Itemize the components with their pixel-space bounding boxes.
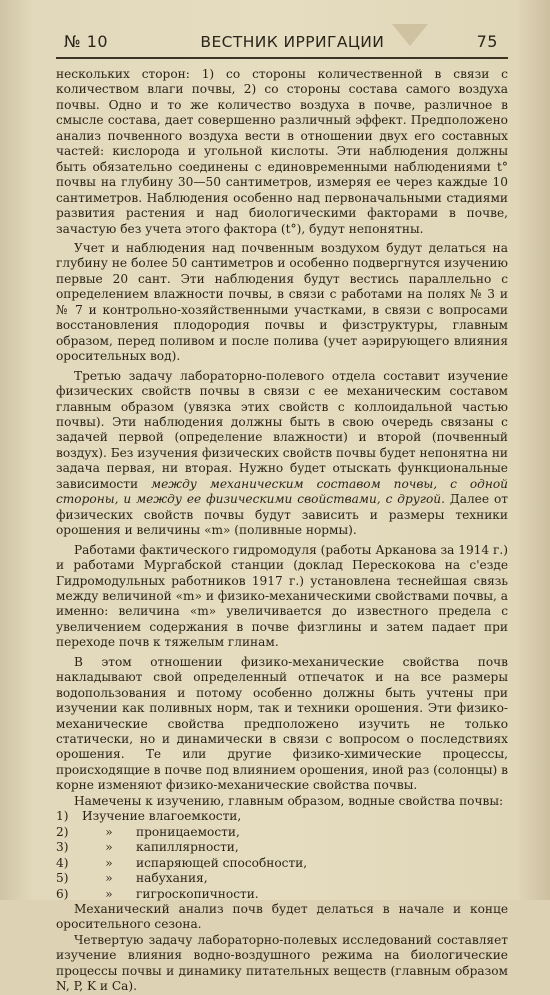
list-item: 1) Изучение влагоемкости, [56,809,242,824]
paragraph-2: Учет и наблюдения над почвенным воздухом будут делаться на глубину не более 50 сантиметров и особенно подвергнутся изучению первые 20 сант. Эти наблюдения будут вестись параллельно с определением влажности почвы, в связи с работами на полях № 3 и № 7 и контрольно-хозяйственными участками, в связи с вопросами восстановления плодородия почвы и физструктуры, главным образом, перед поливом и после полива (учет аэрирующего влияния оросительных вод). [56,240,508,364]
header-rule [56,57,508,59]
paragraph-4: Работами фактического гидромодуля (работы Арканова за 1914 г.) и работами Мургабской станции (доклад Перескокова на с'езде Гидромодульных работников 1917 г.) установлена теснейшая связь между величиной «m» и физико-механическими свойствами почвы, а именно: величина «m» увеличивается до известного предела с увеличением содержания в почве физглины и затем падает при переходе почв к тяжелым глинам. [56,542,508,650]
paragraph-5: В этом отношении физико-механические свойства почв накладывают свой определенный отпечаток и на все размеры водопользования и потому особенно должны быть учтены при изучении как поливных норм, так и техники орошения. Эти физико-механические свойства предположено изучить не только статически, но и динамически в связи с вопросом о последствиях орошения. Те или другие физико-химические процессы, происходящие в почве под влиянием орошения, иной раз (солонцы) в корне изменяют физико-механические свойства почвы. [56,654,508,793]
properties-list [56,809,508,902]
list-item: 5) » набухания, [56,871,208,886]
emphasized-phrase: между механическим составом почвы, с одной стороны, и между ее физическими свойствами, с другой. [56,476,508,507]
list-item: 2) » проницаемости, [56,824,240,839]
paragraph-8: Четвертую задачу лабораторно-полевых исследований составляет изучение влияния водно-воздушного режима на биологические процессы почвы и динамику питательных веществ (главным образом N, P, K и Ca). [56,932,508,994]
paragraph-3: Третью задачу лабораторно-полевого отдела составит изучение физических свойств почвы в связи с ее механическим составом главным образом (увязка этих свойств с коллоидальной частью почвы). Эти наблюдения должны быть в свою очередь связаны с задачей первой (определение влажности) и второй (почвенный воздух). Без изучения физических свойств почвы будет непонятна ни задача первая, ни вторая. Нужно будет отыскать функциональные зависимости между механическим составом почвы, с одной стороны, и между ее физическими свойствами, с другой. Далее от физических свойств почвы будут зависить и размеры техники орошения и величины «m» (поливные нормы). [56,368,509,538]
journal-title: ВЕСТНИК ИРРИГАЦИИ [200,33,385,51]
list-item: 6) » гигроскопичности. [56,886,259,901]
issue-number: № 10 [64,32,109,51]
paragraph-1: нескольких сторон: 1) со стороны количественной в связи с количеством влаги почвы, 2) со стороны состава самого воздуха почвы. Одно и то же количество воздуха в почве, различное в смысле состава, дает совершенно различный эффект. Предположено анализ почвенного воздуха вести в отношении двух его составных частей: кислорода и угольной кислоты. Эти наблюдения должны быть обязательно соединены с единовременными наблюдениями t° почвы на глубину 30—50 сантиметров, измеряя ее через каждые 10 сантиметров. Наблюдения особенно над первоначальными стадиями развития растения и над биологическими факторами в почве, зачастую без учета этого фактора (t°), будут непонятны. [56,67,508,236]
page-number: 75 [476,32,498,51]
list-item: 4) » испаряющей способности, [56,855,308,870]
article-body [56,67,508,995]
page-corner-fold [392,24,428,46]
running-header [56,28,508,55]
paragraph-7: Механический анализ почв будет делаться в начале и конце оросительного сезона. [56,902,508,932]
list-item: 3) » капиллярности, [56,840,239,855]
paragraph-6: Намечены к изучению, главным образом, водные свойства почвы: [74,793,504,808]
